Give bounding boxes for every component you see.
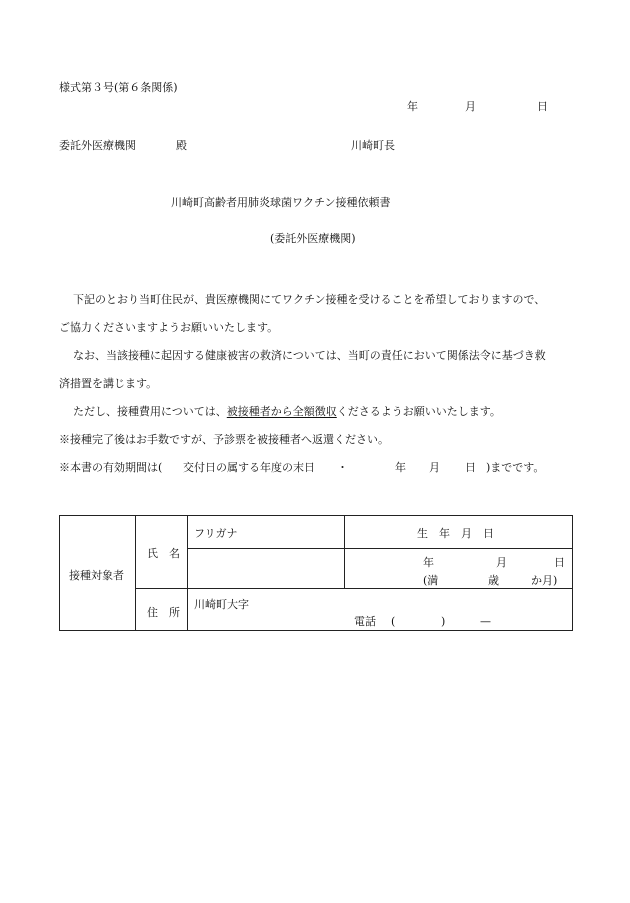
furigana-label: フリガナ <box>194 527 238 540</box>
body-para3-underlined: 被接種者から全額徴収 <box>226 405 337 418</box>
birth-year: 年 <box>423 556 434 569</box>
age-open: (満 <box>423 574 439 587</box>
note-validity-dot: ・ <box>337 461 348 474</box>
addressee-label: 委託外医療機関 <box>59 139 136 152</box>
note-return-form: ※接種完了後はお手数ですが、予診票を被接種者へ返還ください。 <box>59 433 389 446</box>
subject-label: 接種対象者 <box>69 569 124 582</box>
note-validity-mid: 交付日の属する年度の末日 <box>183 461 315 474</box>
age-months: か月) <box>531 574 558 587</box>
phone-open: ( <box>391 615 396 628</box>
note-validity-year: 年 <box>395 461 406 474</box>
form-number: 様式第３号(第６条関係) <box>59 81 178 94</box>
name-label: 氏 名 <box>147 547 180 560</box>
address-value: 川崎町大字 <box>194 598 249 611</box>
birth-month: 月 <box>496 556 507 569</box>
furigana-cell[interactable] <box>188 516 345 549</box>
sender: 川崎町長 <box>351 139 395 152</box>
phone-dash: — <box>480 615 491 628</box>
note-validity-prefix: ※本書の有効期間は( <box>59 461 163 474</box>
date-day: 日 <box>537 100 548 113</box>
body-para3-suffix: くださるようお願いいたします。 <box>336 405 501 418</box>
body-para3 <box>73 406 501 417</box>
name-input-cell[interactable] <box>188 549 345 589</box>
note-validity-day: 日 <box>465 461 476 474</box>
address-label-cell <box>136 589 188 631</box>
subject-label-cell <box>60 516 136 631</box>
address-label: 住 所 <box>147 606 180 619</box>
age-years: 歳 <box>488 574 499 587</box>
phone-label: 電話 <box>354 615 376 628</box>
birth-day: 日 <box>554 556 565 569</box>
phone-close: ) <box>441 615 446 628</box>
birthdate-header-cell <box>345 516 573 549</box>
birthdate-input-cell[interactable] <box>345 549 573 589</box>
body-para1-line2: ご協力くださいますようお願いいたします。 <box>59 321 279 334</box>
note-validity-month: 月 <box>429 461 440 474</box>
document-title: 川崎町高齢者用肺炎球菌ワクチン接種依頼書 <box>171 196 391 209</box>
date-month: 月 <box>465 100 476 113</box>
note-validity-suffix: )までです。 <box>486 461 545 474</box>
body-para2-line1: なお、当該接種に起因する健康被害の救済については、当町の責任において関係法令に基づき救 <box>73 349 546 362</box>
address-input-cell[interactable] <box>188 589 573 631</box>
addressee-honorific: 殿 <box>176 139 187 152</box>
name-label-cell <box>136 516 188 589</box>
body-para1-line1: 下記のとおり当町住民が、貴医療機関にてワクチン接種を受けることを希望しておりますので、 <box>73 293 546 306</box>
birthdate-header: 生 年 月 日 <box>417 527 494 540</box>
date-year: 年 <box>407 100 418 113</box>
body-para2-line2: 済措置を講じます。 <box>59 377 158 390</box>
document-subtitle: (委託外医療機関) <box>270 232 356 245</box>
applicant-table <box>59 515 573 631</box>
body-para3-prefix: ただし、接種費用については、 <box>73 405 227 418</box>
